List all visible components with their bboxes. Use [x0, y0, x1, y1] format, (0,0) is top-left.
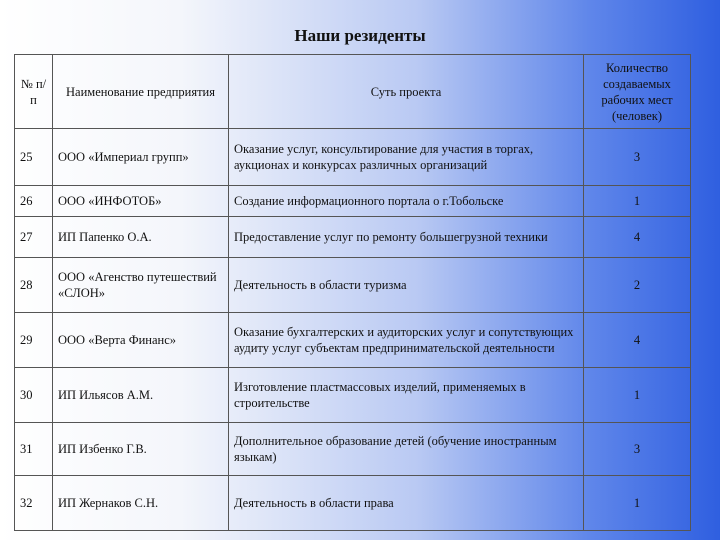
- row-jobs: 1: [584, 476, 691, 531]
- row-jobs: 3: [584, 129, 691, 186]
- row-name: ИП Папенко О.А.: [53, 217, 229, 258]
- table-row: [15, 476, 691, 531]
- row-jobs: 4: [584, 313, 691, 368]
- row-jobs: 2: [584, 258, 691, 313]
- table-row: [15, 129, 691, 186]
- row-name: ООО «ИНФОТОБ»: [53, 186, 229, 217]
- residents-table: [14, 54, 691, 531]
- row-name: ИП Избенко Г.В.: [53, 423, 229, 476]
- row-num: 28: [15, 258, 53, 313]
- table-header-row: [15, 55, 691, 129]
- row-num: 27: [15, 217, 53, 258]
- row-name: ИП Ильясов А.М.: [53, 368, 229, 423]
- row-essence: Предоставление услуг по ремонту большегрузной техники: [229, 217, 584, 258]
- row-essence: Создание информационного портала о г.Тобольске: [229, 186, 584, 217]
- table-row: [15, 313, 691, 368]
- row-num: 25: [15, 129, 53, 186]
- table-row: [15, 217, 691, 258]
- row-name: ИП Жернаков С.Н.: [53, 476, 229, 531]
- row-jobs: 1: [584, 186, 691, 217]
- table-row: [15, 186, 691, 217]
- header-jobs: Количество создаваемых рабочих мест (человек): [584, 55, 691, 129]
- row-essence: Дополнительное образование детей (обучение иностранным языкам): [229, 423, 584, 476]
- row-name: ООО «Верта Финанс»: [53, 313, 229, 368]
- row-jobs: 3: [584, 423, 691, 476]
- page-title: Наши резиденты: [294, 26, 426, 45]
- row-essence: Деятельность в области туризма: [229, 258, 584, 313]
- row-essence: Оказание бухгалтерских и аудиторских услуг и сопутствующих аудиту услуг субъектам предпринимательской деятельности: [229, 313, 584, 368]
- row-num: 26: [15, 186, 53, 217]
- row-num: 32: [15, 476, 53, 531]
- table-row: [15, 423, 691, 476]
- header-essence: Суть проекта: [229, 55, 584, 129]
- row-essence: Деятельность в области права: [229, 476, 584, 531]
- row-essence: Оказание услуг, консультирование для участия в торгах, аукционах и конкурсах различных организаций: [229, 129, 584, 186]
- row-essence: Изготовление пластмассовых изделий, применяемых в строительстве: [229, 368, 584, 423]
- row-num: 30: [15, 368, 53, 423]
- row-name: ООО «Агенство путешествий «СЛОН»: [53, 258, 229, 313]
- row-jobs: 4: [584, 217, 691, 258]
- row-name: ООО «Империал групп»: [53, 129, 229, 186]
- row-num: 31: [15, 423, 53, 476]
- table-row: [15, 258, 691, 313]
- row-jobs: 1: [584, 368, 691, 423]
- header-num: № п/п: [15, 55, 53, 129]
- header-name: Наименование предприятия: [53, 55, 229, 129]
- table-row: [15, 368, 691, 423]
- row-num: 29: [15, 313, 53, 368]
